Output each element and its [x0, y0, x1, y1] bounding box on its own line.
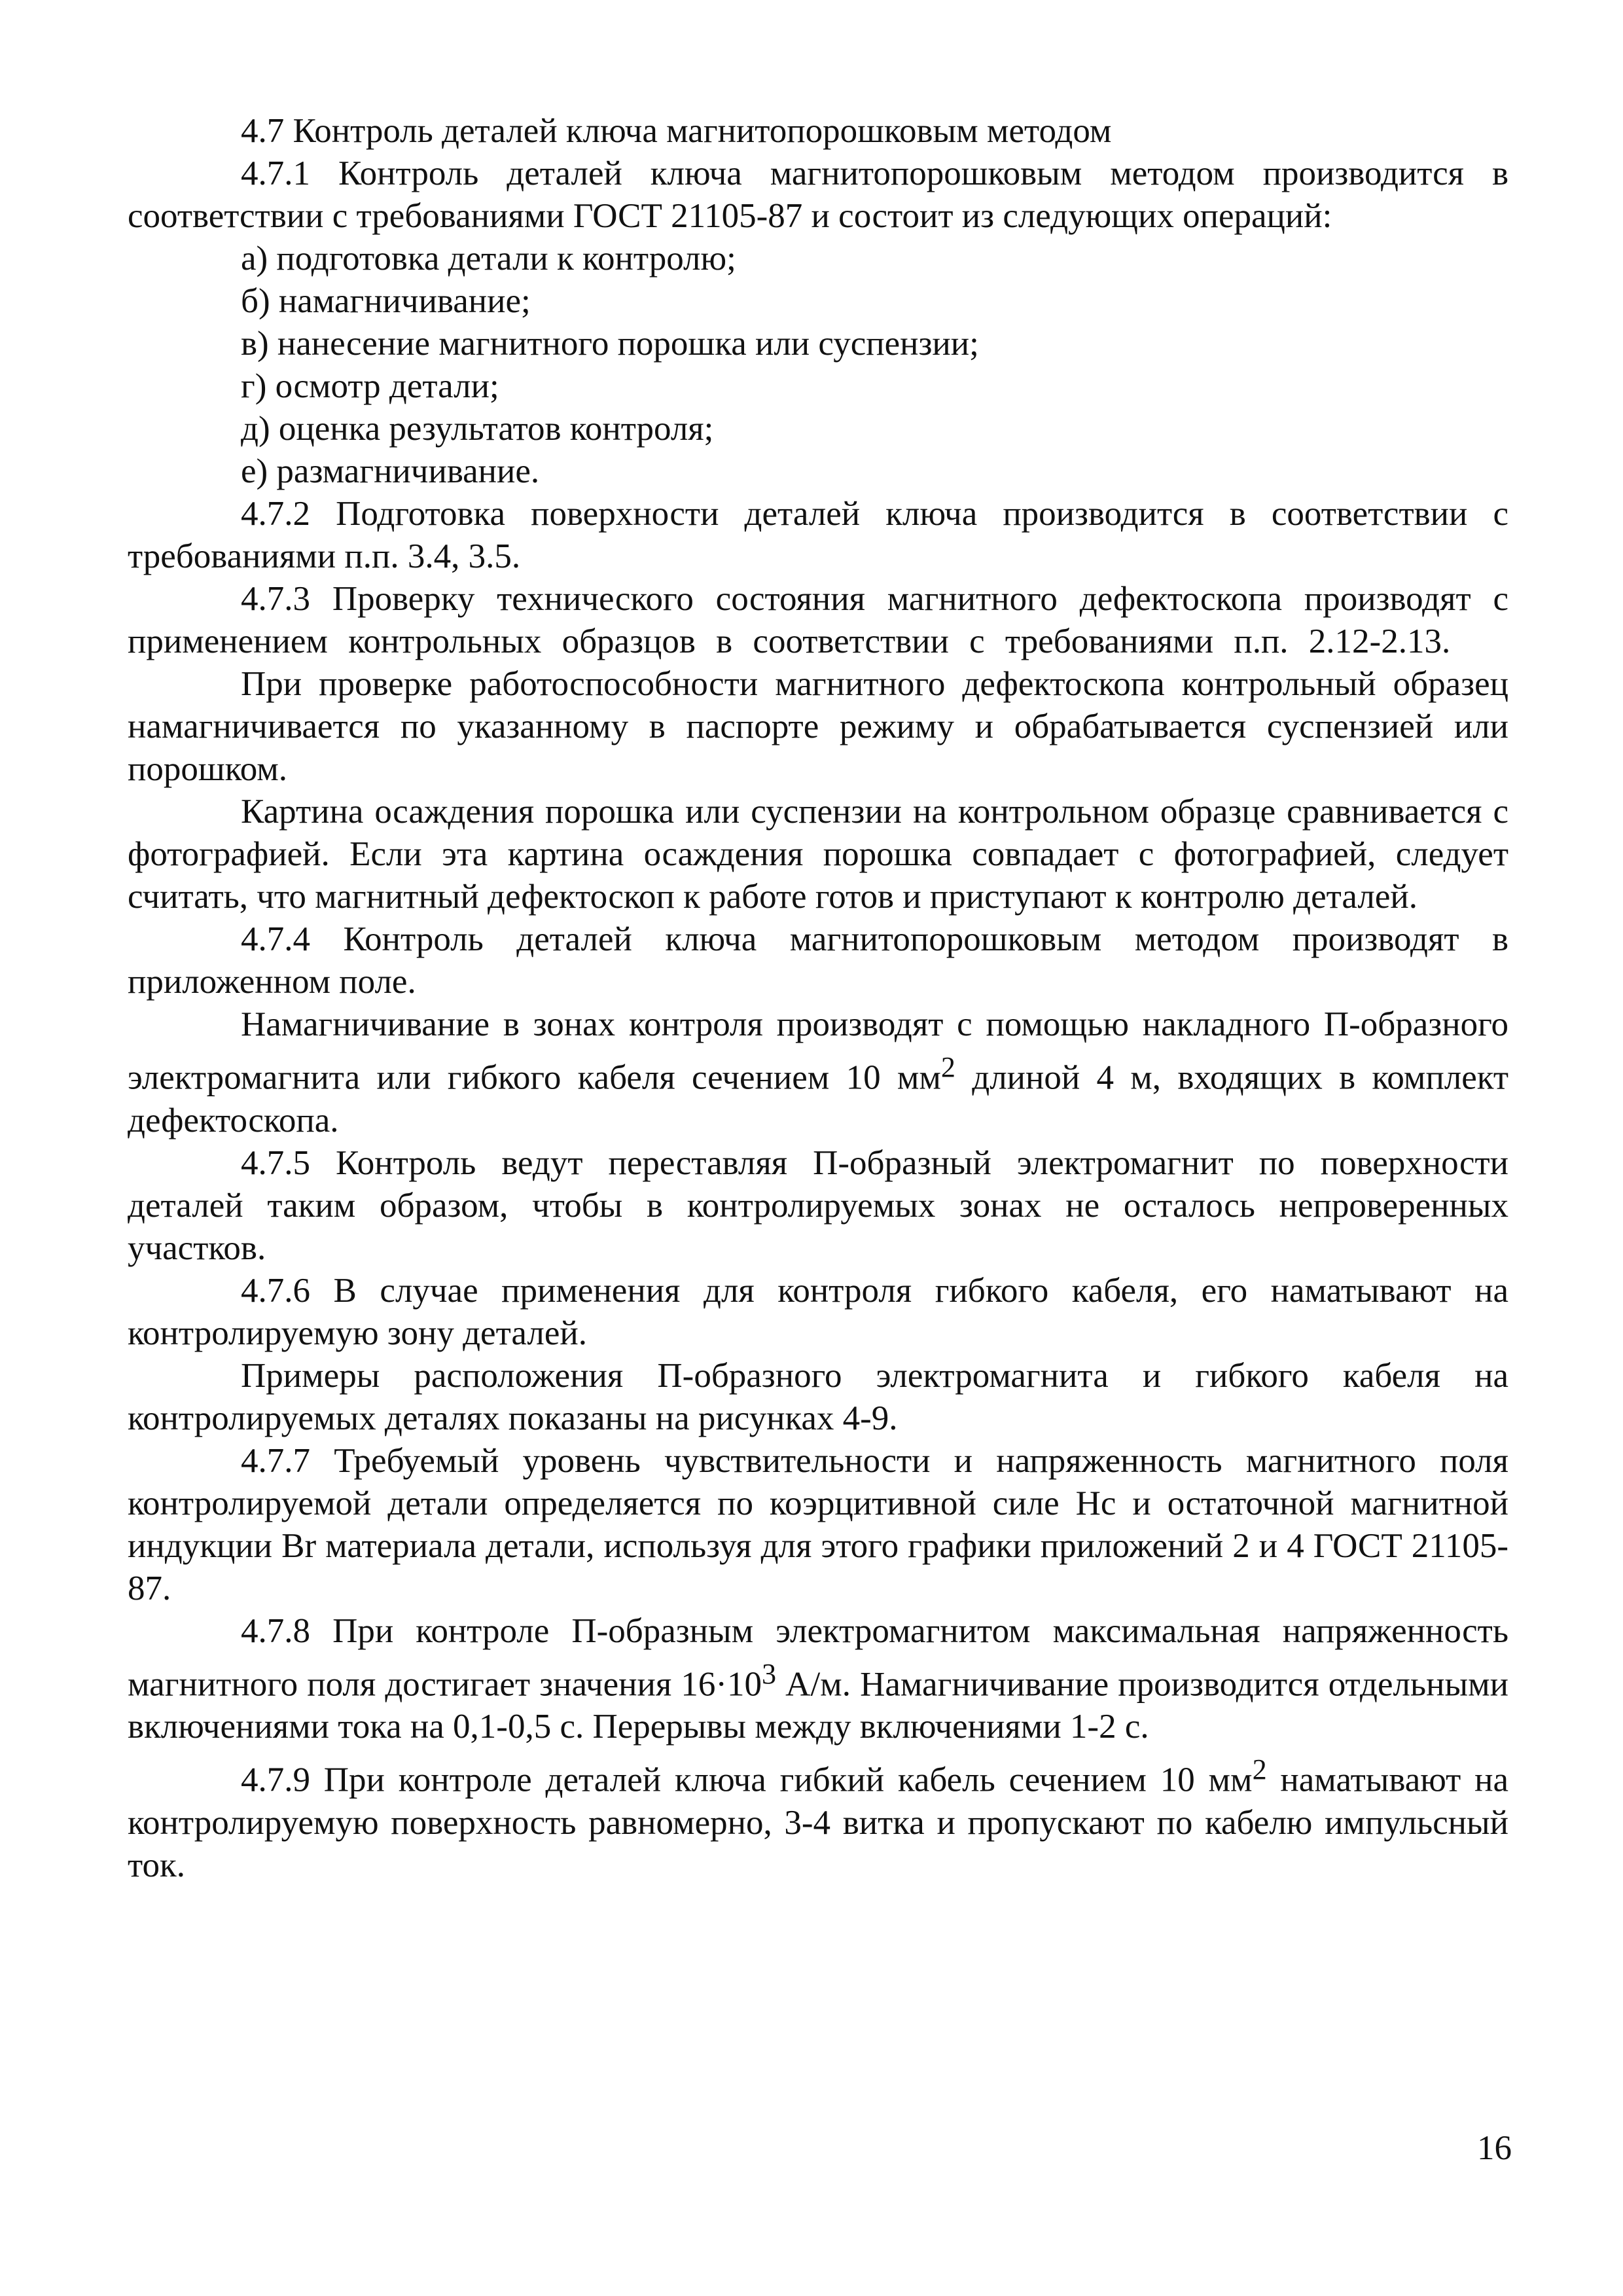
- page-number: 16: [1477, 2129, 1512, 2167]
- list-item: е) размагничивание.: [241, 452, 540, 490]
- paragraph-4-7-9: [128, 1748, 1508, 1887]
- paragraph-4-7-8-end: А/м. Намагничивание производится отдельными включениями тока на 0,1-0,5 с. Перерывы между включениями 1-2 с.: [128, 1665, 1508, 1746]
- superscript-squared: 2: [940, 1051, 955, 1083]
- paragraph-4-7-1: 4.7.1 Контроль деталей ключа магнитопорошковым методом производится в соответствии с требованиями ГОСТ 21105-87 и состоит из следующих операций:: [128, 154, 1508, 235]
- paragraph-4-7-3: 4.7.3 Проверку технического состояния магнитного дефектоскопа производят с применением контрольных образцов в соответствии с требованиями п.п. 2.12-2.13.: [128, 580, 1508, 660]
- paragraph-4-7-7: 4.7.7 Требуемый уровень чувствительности и напряженность магнитного поля контролируемой детали определяется по коэрцитивной силе Нс и остаточной магнитной индукции Br материала детали, используя для этого графики приложений 2 и 4 ГОСТ 21105-87.: [128, 1441, 1508, 1607]
- paragraph-4-7-9-start: 4.7.9 При контроле деталей ключа гибкий кабель сечением 10 мм: [241, 1761, 1253, 1799]
- paragraph-examples: Примеры расположения П-образного электромагнита и гибкого кабеля на контролируемых деталях показаны на рисунках 4-9.: [128, 1356, 1508, 1437]
- superscript-squared: 2: [1252, 1753, 1267, 1786]
- document-body: [128, 110, 1508, 1887]
- paragraph-device-check: При проверке работоспособности магнитного дефектоскопа контрольный образец намагничивается по указанному в паспорте режиму и обрабатывается суспензией или порошком.: [128, 665, 1508, 788]
- paragraph-magnetization: [128, 1003, 1508, 1142]
- list-item: в) нанесение магнитного порошка или суспензии;: [241, 325, 979, 363]
- list-item: а) подготовка детали к контролю;: [241, 240, 736, 278]
- paragraph-4-7-2: 4.7.2 Подготовка поверхности деталей ключа производится в соответствии с требованиями п.п. 3.4, 3.5.: [128, 495, 1508, 575]
- section-heading: 4.7 Контроль деталей ключа магнитопорошковым методом: [241, 112, 1112, 150]
- paragraph-4-7-8-start: 4.7.8 При контроле П-образным электромагнитом максимальная напряженность магнитного поля достигает значения 16·10: [128, 1611, 1508, 1704]
- superscript-exponent: 3: [761, 1657, 777, 1690]
- operations-list: [128, 238, 1508, 493]
- magnetization-text-end: длиной 4 м, входящих в комплект дефектоскопа.: [128, 1058, 1508, 1139]
- list-item: г) осмотр детали;: [241, 367, 499, 405]
- magnetization-text-start: Намагничивание в зонах контроля производят с помощью накладного П-образного электромагнита или гибкого кабеля сечением 10 мм: [128, 1005, 1508, 1097]
- paragraph-deposit-picture: Картина осаждения порошка или суспензии на контрольном образце сравнивается с фотографией. Если эта картина осаждения порошка совпадает с фотографией, следует считать, что магнитный дефектоскоп к работе готов и приступают к контролю деталей.: [128, 793, 1508, 916]
- paragraph-4-7-6: 4.7.6 В случае применения для контроля гибкого кабеля, его наматывают на контролируемую зону деталей.: [128, 1271, 1508, 1352]
- paragraph-4-7-9-end: наматывают на контролируемую поверхность равномерно, 3-4 витка и пропускают по кабелю импульсный ток.: [128, 1761, 1508, 1884]
- paragraph-4-7-8: [128, 1610, 1508, 1749]
- paragraph-4-7-4: 4.7.4 Контроль деталей ключа магнитопорошковым методом производят в приложенном поле.: [128, 920, 1508, 1001]
- paragraph-4-7-5: 4.7.5 Контроль ведут переставляя П-образный электромагнит по поверхности деталей таким образом, чтобы в контролируемых зонах не осталось непроверенных участков.: [128, 1143, 1508, 1267]
- list-item: б) намагничивание;: [241, 282, 531, 320]
- list-item: д) оценка результатов контроля;: [241, 410, 714, 448]
